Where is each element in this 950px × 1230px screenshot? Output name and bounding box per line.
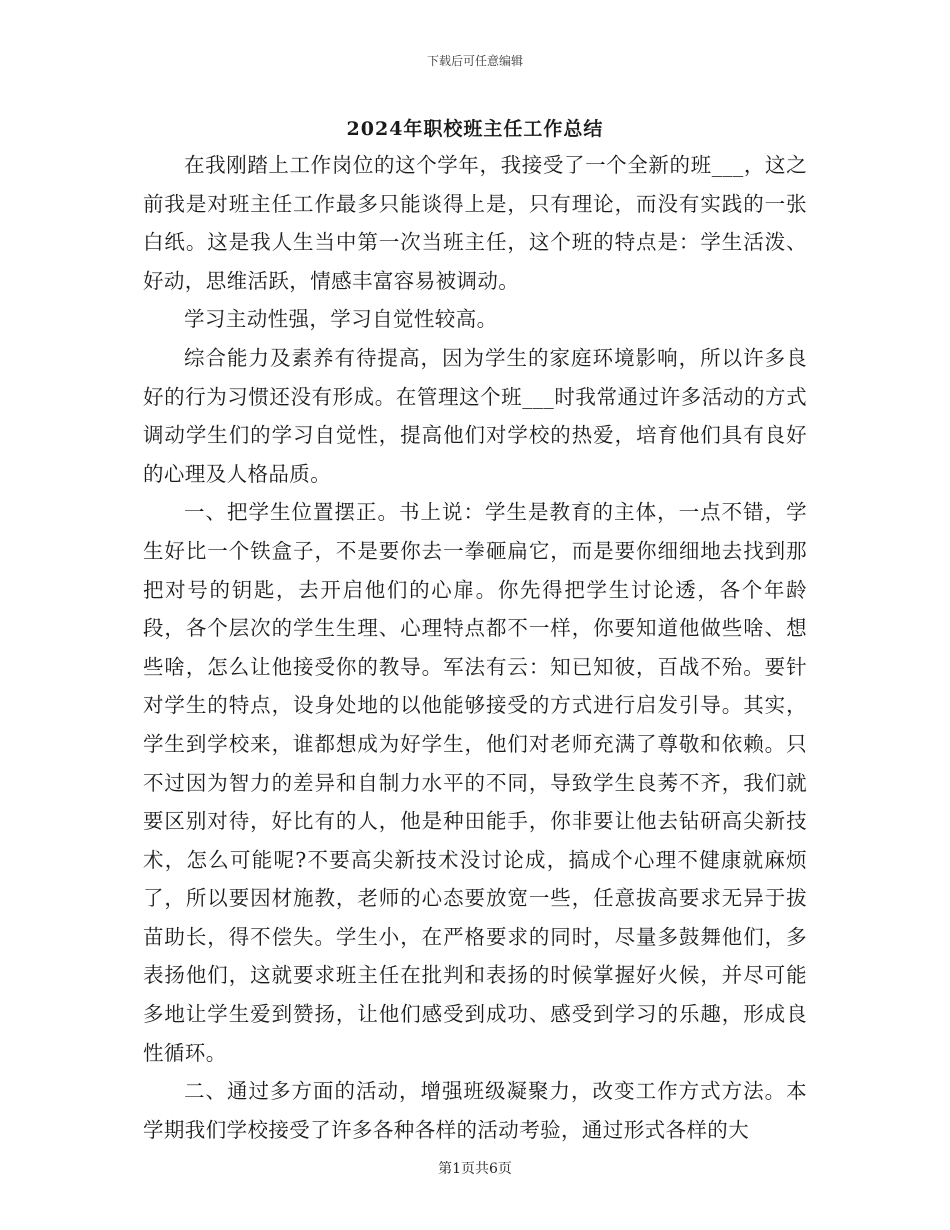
paragraph: 在我刚踏上工作岗位的这个学年，我接受了一个全新的班___，这之前我是对班主任工作最多只能谈得上是，只有理论，而没有实践的一张白纸。这是我人生当中第一次当班主任，这个班的特点是：学生活泼、好动，思维活跃，情感丰富容易被调动。 bbox=[143, 153, 807, 293]
paragraph: 学习主动性强，学习自觉性较高。 bbox=[184, 307, 498, 332]
paragraph: 一、把学生位置摆正。书上说：学生是教育的主体，一点不错，学生好比一个铁盒子，不是要你去一拳砸扁它，而是要你细细地去找到那把对号的钥匙，去开启他们的心扉。你先得把学生讨论透，各个年龄段，各个层次的学生生理、心理特点都不一样，你要知道他做些啥、想些啥，怎么让他接受你的教导。军法有云：知已知彼，百战不殆。要针对学生的特点，设身处地的以他能够接受的方式进行启发引导。其实，学生到学校来，谁都想成为好学生，他们对老师充满了尊敬和依赖。只不过因为智力的差异和自制力水平的不同，导致学生良莠不齐，我们就要区别对待，好比有的人，他是种田能手，你非要让他去钻研高尖新技术，怎么可能呢?不要高尖新技术没讨论成，搞成个心理不健康就麻烦了，所以要因材施教，老师的心态要放宽一些，任意拔高要求无异于拔苗助长，得不偿失。学生小，在严格要求的同时，尽量多鼓舞他们，多表扬他们，这就要求班主任在批判和表扬的时候掌握好火候，并尽可能多地让学生爱到赞扬，让他们感受到成功、感受到学习的乐趣，形成良性循环。 bbox=[143, 500, 807, 1065]
header-note: 下载后可任意编辑 bbox=[426, 54, 523, 68]
document-title: 2024年职校班主任工作总结 bbox=[346, 118, 604, 140]
page-footer: 第1页共6页 bbox=[438, 1161, 512, 1177]
paragraph: 综合能力及素养有待提高，因为学生的家庭环境影响，所以许多良好的行为习惯还没有形成。在管理这个班___时我常通过许多活动的方式调动学生们的学习自觉性，提高他们对学校的热爱，培育他们具有良好的心理及人格品质。 bbox=[143, 345, 807, 486]
document-body bbox=[143, 146, 807, 1149]
paragraph: 二、通过多方面的活动，增强班级凝聚力，改变工作方式方法。本学期我们学校接受了许多各种各样的活动考验，通过形式各样的大 bbox=[143, 1079, 807, 1142]
